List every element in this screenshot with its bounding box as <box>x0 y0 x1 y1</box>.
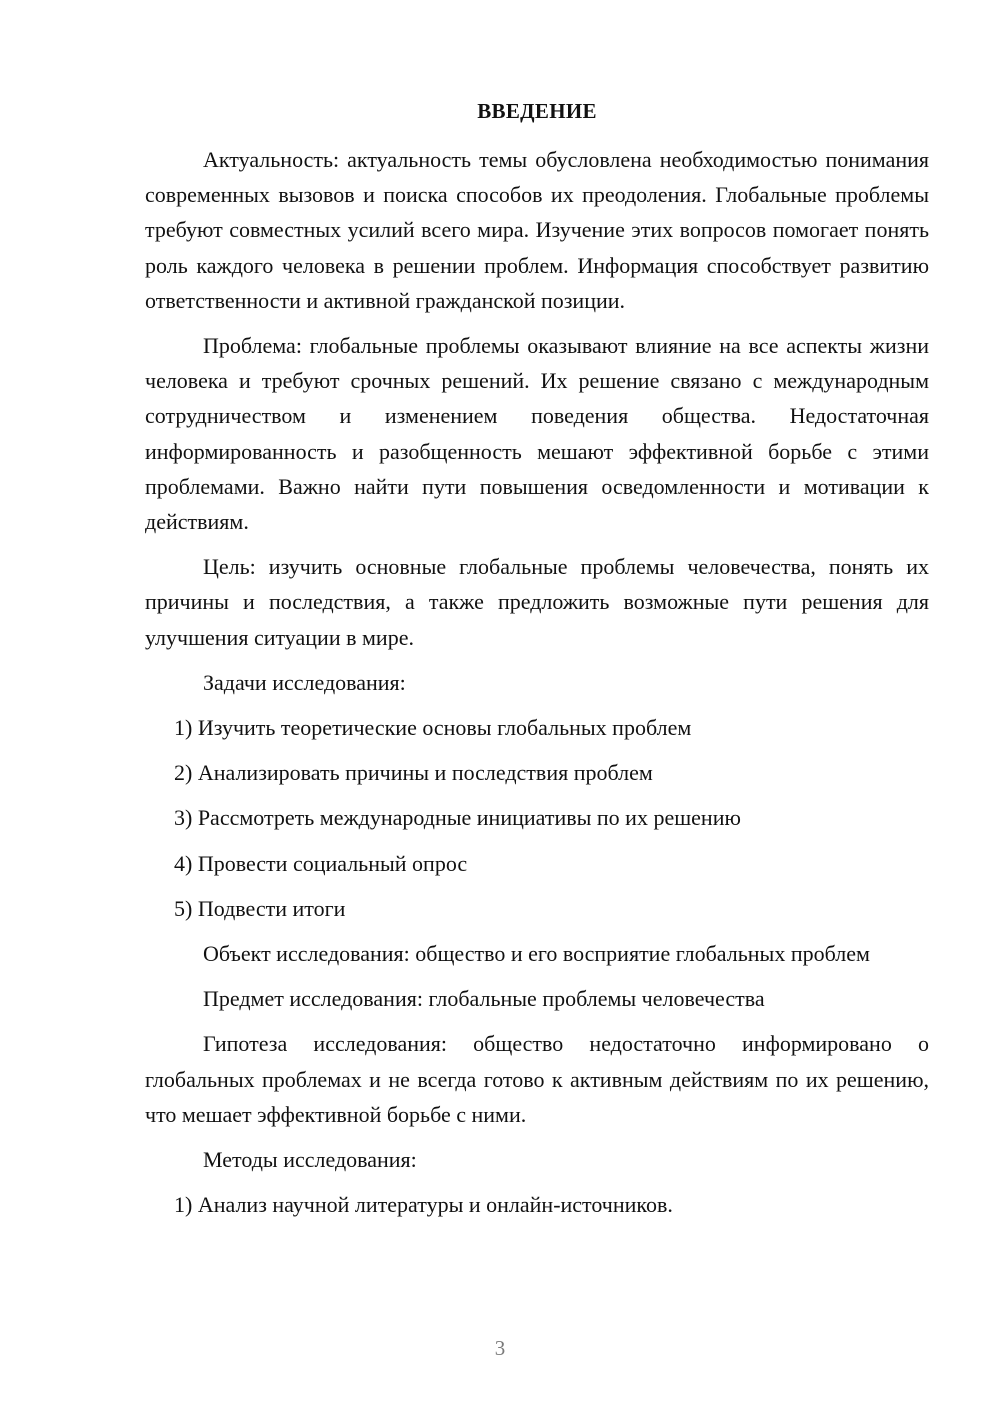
page-number: 3 <box>494 1336 506 1360</box>
methods-list <box>145 1187 929 1222</box>
goal-paragraph: Цель: изучить основные глобальные проблемы человечества, понять их причины и последствия, а также предложить возможные пути решения для улучшения ситуации в мире. <box>145 554 929 650</box>
task-item: 3) Рассмотреть международные инициативы по их решению <box>174 805 741 831</box>
task-item: 4) Провести социальный опрос <box>174 850 468 876</box>
method-item: 1) Анализ научной литературы и онлайн-источников. <box>174 1192 673 1218</box>
page-title: ВВЕДЕНИЕ <box>477 99 597 123</box>
relevance-paragraph: Актуальность: актуальность темы обусловлена необходимостью понимания современных вызовов и поиска способов их преодоления. Глобальные проблемы требуют совместных усилий всего мира. Изучение этих вопросов помогает понять роль каждого человека в решении проблем. Информация способствует развитию ответственности и активной гражданской позиции. <box>145 147 929 313</box>
page-body <box>145 142 929 1232</box>
problem-paragraph: Проблема: глобальные проблемы оказывают влияние на все аспекты жизни человека и требуют срочных решений. Их решение связано с международным сотрудничеством и изменением поведения общества. Недостаточная информированность и разобщенность мешают эффективной борьбе с этими проблемами. Важно найти пути повышения осведомленности и мотивации к действиям. <box>145 333 929 535</box>
tasks-list <box>145 710 929 926</box>
object-paragraph: Объект исследования: общество и его восприятие глобальных проблем <box>203 941 870 967</box>
subject-paragraph: Предмет исследования: глобальные проблемы человечества <box>203 986 765 1012</box>
tasks-heading: Задачи исследования: <box>203 669 406 695</box>
task-item: 2) Анализировать причины и последствия проблем <box>174 760 653 786</box>
methods-heading: Методы исследования: <box>203 1147 417 1173</box>
task-item: 1) Изучить теоретические основы глобальных проблем <box>174 715 692 741</box>
task-item: 5) Подвести итоги <box>174 895 346 921</box>
hypothesis-paragraph: Гипотеза исследования: общество недостаточно информировано о глобальных проблемах и не всегда готово к активным действиям по их решению, что мешает эффективной борьбе с ними. <box>145 1031 929 1127</box>
